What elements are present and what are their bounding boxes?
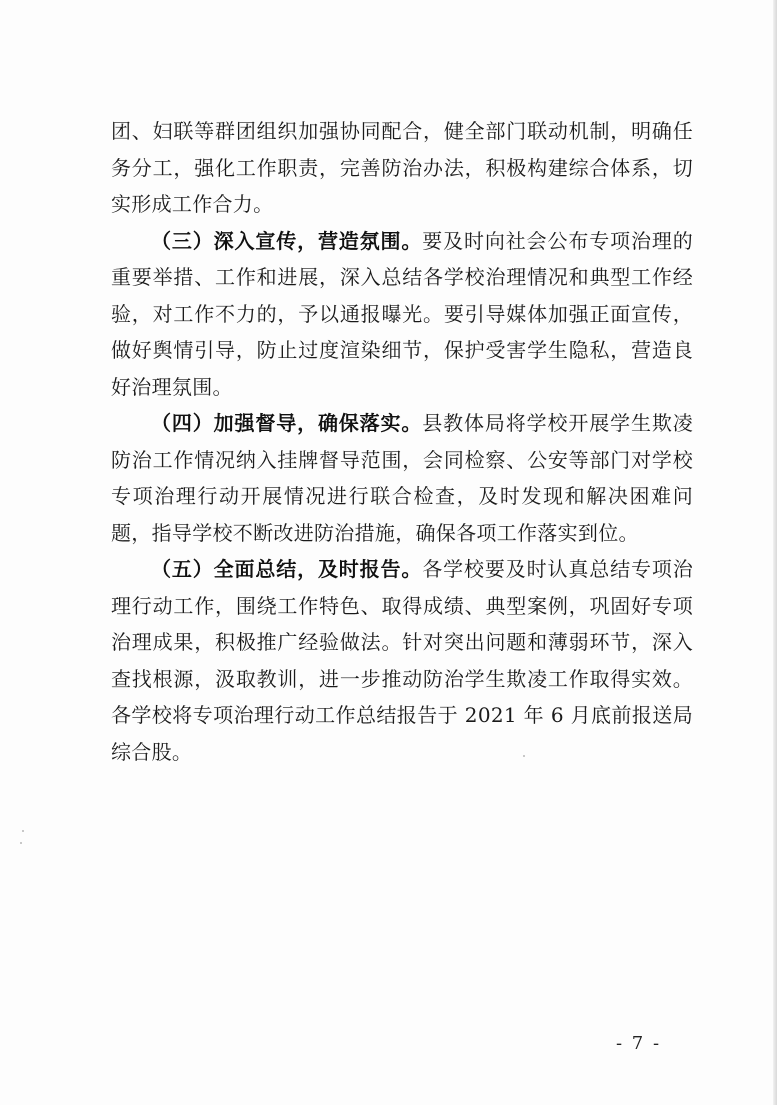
scan-speck	[523, 755, 525, 757]
scan-speck	[22, 830, 24, 832]
section-5-body: 各学校要及时认真总结专项治理行动工作，围绕工作特色、取得成绩、典型案例，巩固好专项治理成果，积极推广经验做法。针对突出问题和薄弱环节，深入查找根源，汲取教训，进一步推动防治学生欺凌工作取得实效。各学校将专项治理行动工作总结报告于 2021 年 6 月底前报送局综合股。	[111, 557, 693, 764]
section-5-paragraph	[111, 551, 693, 770]
section-5-heading: （五）全面总结，及时报告。	[151, 557, 423, 581]
section-4-paragraph	[111, 405, 693, 551]
document-body	[111, 113, 693, 770]
continuation-paragraph: 团、妇联等群团组织加强协同配合，健全部门联动机制，明确任务分工，强化工作职责，完善防治办法，积极构建综合体系，切实形成工作合力。	[111, 119, 693, 216]
page-number: - 7 -	[616, 1033, 662, 1054]
scan-edge-shadow	[773, 0, 777, 1105]
section-3-heading: （三）深入宣传，营造氛围。	[151, 228, 423, 253]
section-3-body: 要及时向社会公布专项治理的重要举措、工作和进展，深入总结各学校治理情况和典型工作经验，对工作不力的，予以通报曝光。要引导媒体加强正面宣传，做好舆情引导，防止过度渲染细节，保护受害学生隐私，营造良好治理氛围。	[111, 228, 693, 399]
section-4-body: 县教体局将学校开展学生欺凌防治工作情况纳入挂牌督导范围，会同检察、公安等部门对学校专项治理行动开展情况进行联合检查，及时发现和解决困难问题，指导学校不断改进防治措施，确保各项工作落实到位。	[111, 411, 693, 545]
section-4-heading: （四）加强督导，确保落实。	[151, 411, 423, 435]
scan-speck	[20, 842, 22, 844]
section-3-paragraph	[111, 223, 693, 406]
